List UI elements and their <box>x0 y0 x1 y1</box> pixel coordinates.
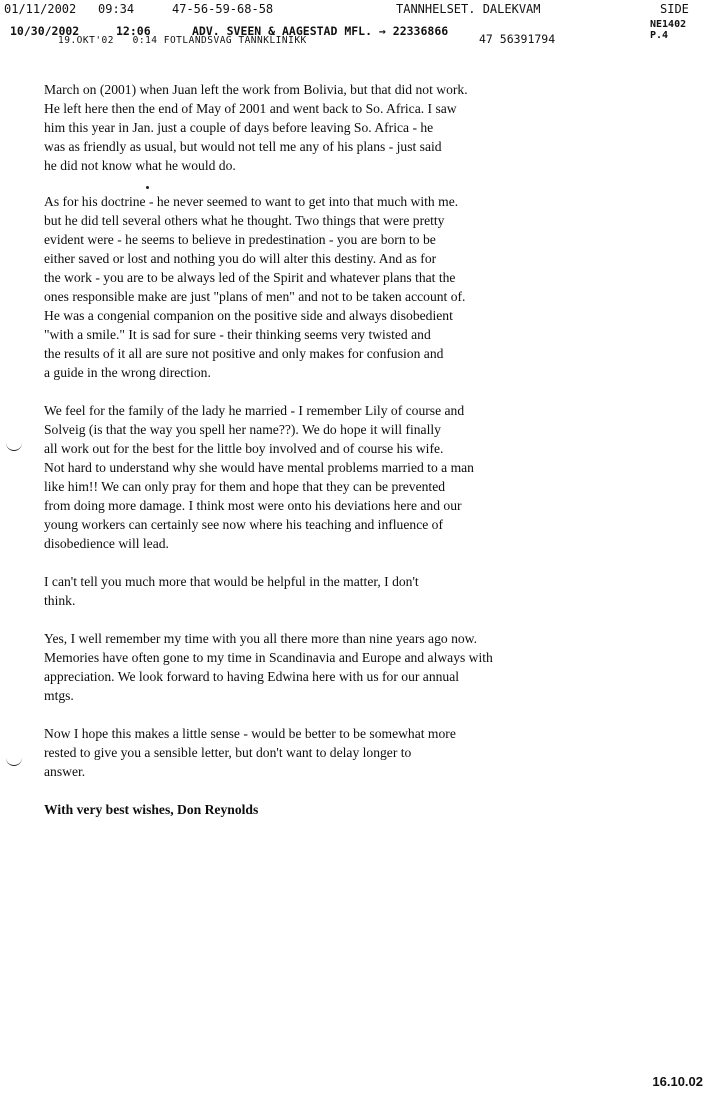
letter-paragraph: Now I hope this makes a little sense - would be better to be somewhat more rested to give you a sensible letter, but don't want to delay longer to answer. <box>44 726 456 779</box>
fax-date: 01/11/2002 <box>4 2 77 16</box>
letter-paragraph: We feel for the family of the lady he married - I remember Lily of course and Solveig (is that the way you spell her name??). We do hope it will finally all work out for the best for the little boy involved and of course his wife. Not hard to understand why she would have mental problems married to a man like him!! We can only pray for them and hope that they can be prevented from doing more damage. I think most were onto his deviations here and our young workers can certainly see now where his teaching and influence of disobedience will lead. <box>44 403 474 551</box>
fax-page-number: P.4 <box>650 30 669 41</box>
fax-date: 10/30/2002 <box>10 24 80 38</box>
fax-page-code: NE1402 <box>650 19 687 30</box>
letter-paragraph: As for his doctrine - he never seemed to want to get into that much with me. but he did tell several others what he thought. Two things that were pretty evident were - he seems to believe in predestination - you are born to be either saved or lost and nothing you do will alter this destiny. And as for the work - you are to be always led of the Spirit and whatever plans that the ones responsible make are just "plans of men" and not to be taken account of. He was a congenial companion on the positive side and always disobedient "with a smile." It is sad for sure - their thinking seems very twisted and the results of it all are sure not positive and only makes for confusion and a guide in the wrong direction. <box>44 194 466 380</box>
margin-mark <box>6 440 22 451</box>
fax-sender: ADV. SVEEN & AAGESTAD MFL. → 22336866 <box>192 24 449 38</box>
fax-routing-text: 19.OKT'02 0:14 FOTLANDSVAG TANNKLINIKK <box>58 35 307 46</box>
fax-side-label: SIDE <box>660 2 689 16</box>
fax-phone: 47 56391794 <box>479 32 556 46</box>
letter-body <box>44 80 584 838</box>
fax-header-line-3 <box>0 34 709 62</box>
fax-phone: 47-56-59-68-58 <box>172 2 274 16</box>
letter-paragraph: March on (2001) when Juan left the work from Bolivia, but that did not work. He left here then the end of May of 2001 and went back to So. Africa. I saw him this year in Jan. just a couple of days before leaving So. Africa - he was as friendly as usual, but would not tell me any of his plans - just said he did not know what he would do. <box>44 82 468 173</box>
letter-closing: With very best wishes, Don Reynolds <box>44 802 259 817</box>
letter-paragraph: I can't tell you much more that would be helpful in the matter, I don't think. <box>44 574 419 608</box>
letter-paragraph: Yes, I well remember my time with you all there more than nine years ago now. Memories have often gone to my time in Scandinavia and Europe and always with appreciation. We look forward to having Edwina here with us for our annual mtgs. <box>44 631 493 703</box>
margin-mark <box>6 755 22 766</box>
footer-date: 16.10.02 <box>652 1074 703 1089</box>
fax-time: 12:06 <box>116 24 151 38</box>
fax-time: 09:34 <box>98 2 135 16</box>
fax-sender: TANNHELSET. DALEKVAM <box>396 2 541 16</box>
